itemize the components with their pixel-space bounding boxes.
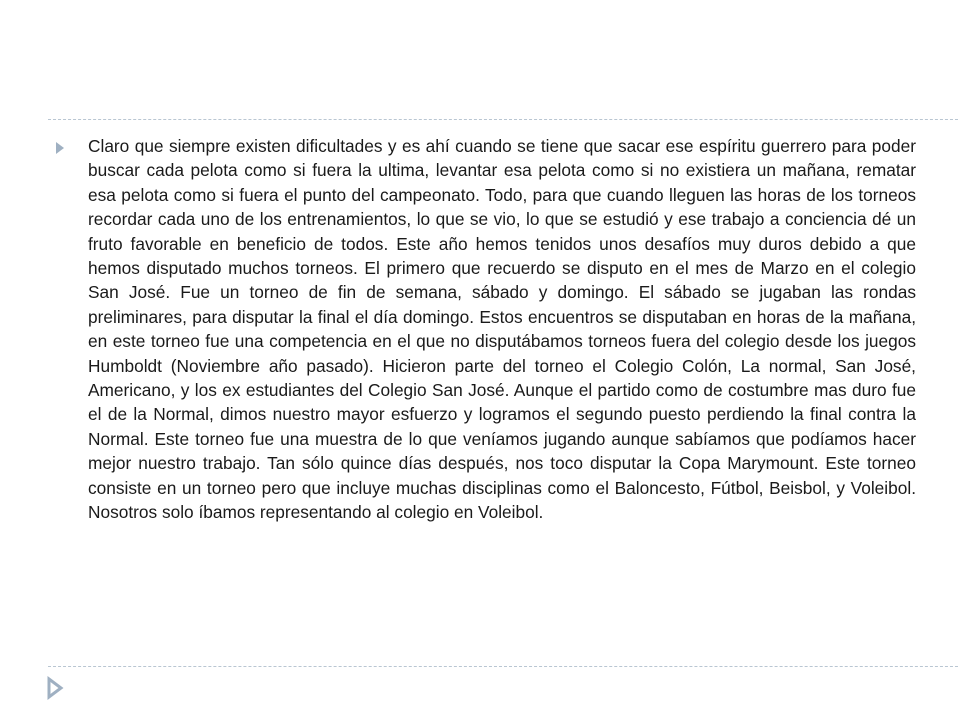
bullet-item	[56, 134, 916, 525]
triangle-bullet-icon	[56, 134, 88, 160]
next-slide-icon[interactable]	[46, 676, 66, 700]
slide-content	[56, 134, 916, 525]
bullet-paragraph: Claro que siempre existen dificultades y es ahí cuando se tiene que sacar ese espíritu guerrero para poder buscar cada pelota como si fuera la ultima, levantar esa pelota como si no existiera un mañana, rematar esa pelota como si fuera el punto del campeonato. Todo, para que cuando lleguen las horas de los torneos recordar cada uno de los entrenamientos, lo que se vio, lo que se estudió y ese trabajo a conciencia dé un fruto favorable en beneficio de todos. Este año hemos tenidos unos desafíos muy duros debido a que hemos disputado muchos torneos. El primero que recuerdo se disputo en el mes de Marzo en el colegio San José. Fue un torneo de fin de semana, sábado y domingo. El sábado se jugaban las rondas preliminares, para disputar la final el día domingo. Estos encuentros se disputaban en horas de la mañana, en este torneo fue una competencia en el que no disputábamos torneos fuera del colegio desde los juegos Humboldt (Noviembre año pasado). Hicieron parte del torneo el Colegio Colón, La normal, San José, Americano, y los ex estudiantes del Colegio San José. Aunque el partido como de costumbre mas duro fue el de la Normal, dimos nuestro mayor esfuerzo y logramos el segundo puesto perdiendo la final contra la Normal. Este torneo fue una muestra de lo que veníamos jugando aunque sabíamos que podíamos hacer mejor nuestro trabajo. Tan sólo quince días después, nos toco disputar la Copa Marymount. Este torneo consiste en un torneo pero que incluye muchas disciplinas como el Baloncesto, Fútbol, Beisbol, y Voleibol. Nosotros solo íbamos representando al colegio en Voleibol.	[88, 136, 916, 523]
bottom-divider	[48, 666, 960, 667]
top-divider	[48, 119, 960, 120]
